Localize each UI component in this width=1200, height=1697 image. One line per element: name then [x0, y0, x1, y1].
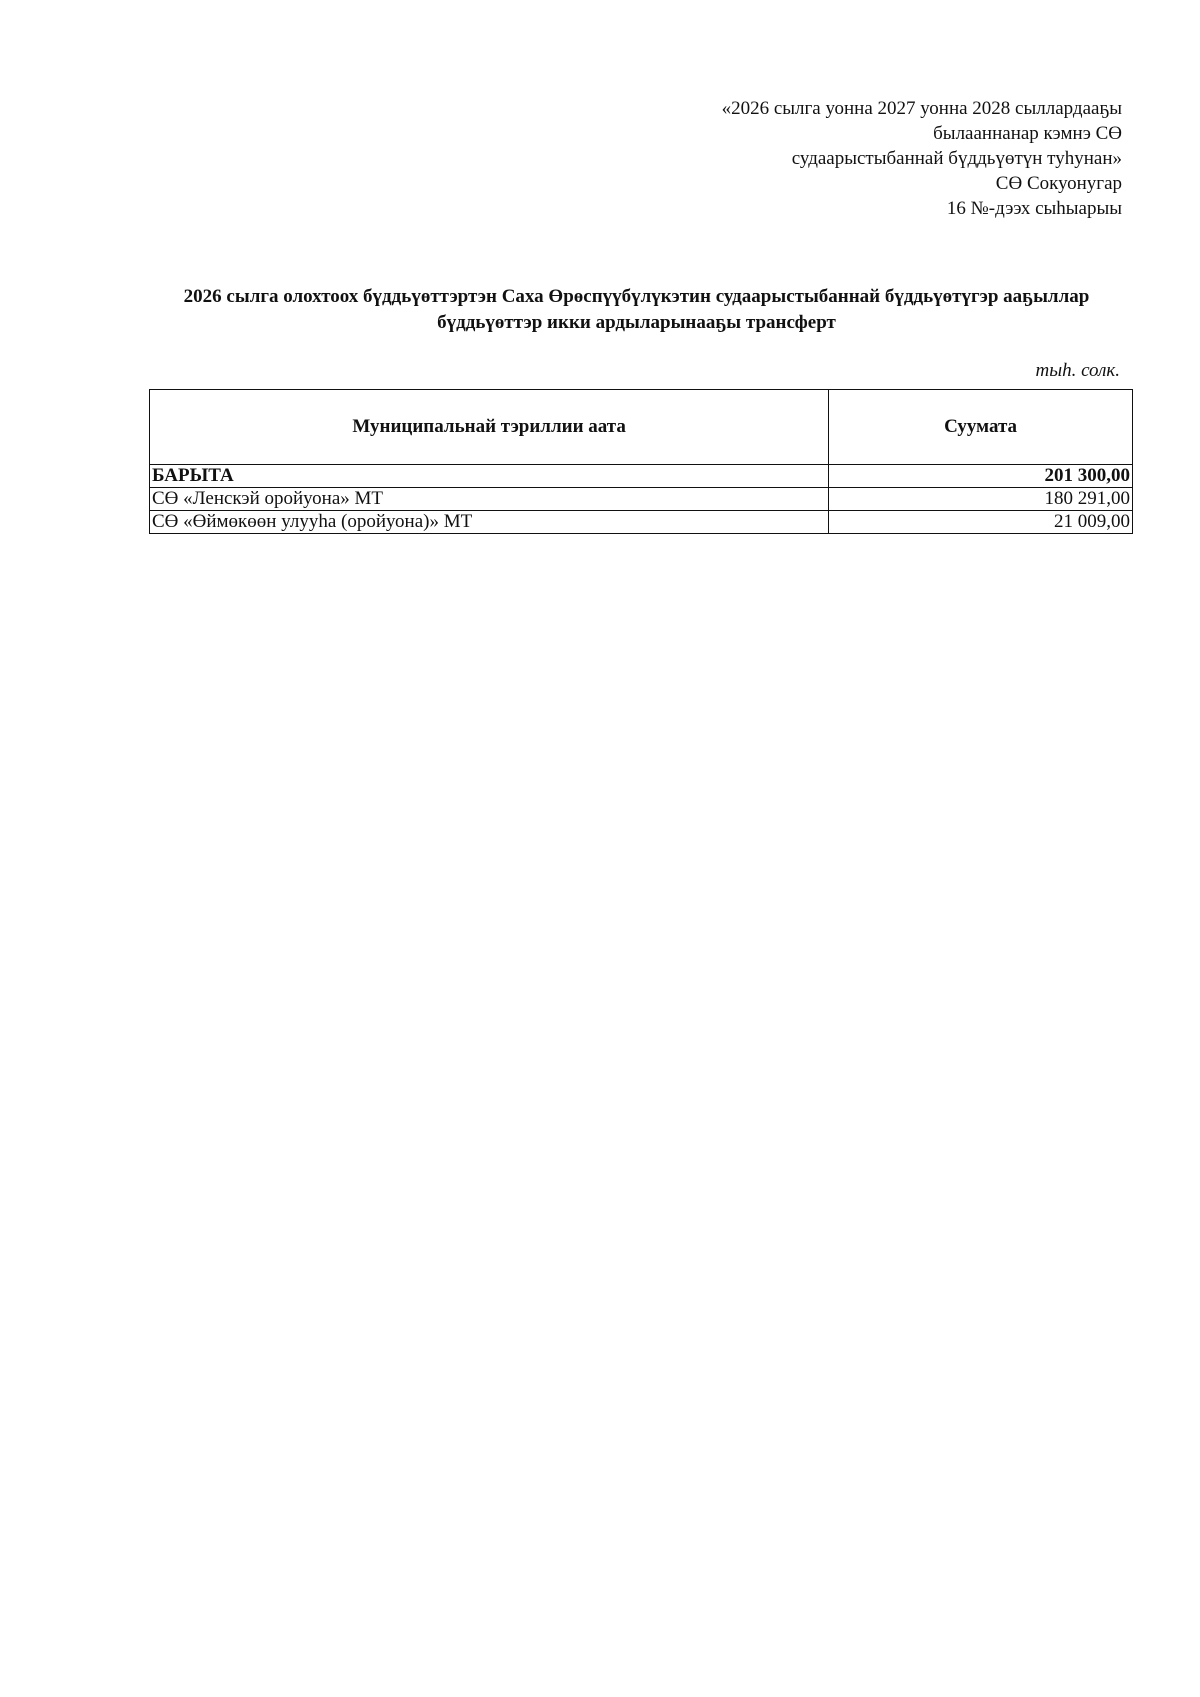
document-title	[140, 284, 1133, 336]
municipality-name: СӨ «Өймөкөөн улууһа (оройуона)» МТ	[150, 511, 829, 534]
header-line: судаарыстыбаннай бүддьүөтүн туһунан»	[791, 148, 1122, 169]
document-title-line-2: бүддьүөттэр икки ардыларынааҕы трансферт	[437, 312, 836, 333]
column-header-name: Муниципальнай тэриллии аата	[150, 390, 829, 465]
header-reference-block	[522, 96, 1122, 221]
transfer-table	[149, 389, 1133, 534]
table-header-row	[150, 390, 1133, 465]
header-line: СӨ Сокуонугар	[995, 173, 1122, 194]
table-row	[150, 488, 1133, 511]
column-header-sum: Суумата	[829, 390, 1133, 465]
total-amount: 201 300,00	[829, 465, 1133, 488]
municipality-name: СӨ «Ленскэй оройуона» МТ	[150, 488, 829, 511]
units-label: тыһ. солк.	[1035, 360, 1120, 381]
header-line: былааннанар кэмнэ СӨ	[933, 123, 1122, 144]
header-line: 16 №-дээх сыһыарыы	[946, 198, 1122, 219]
document-title-line-1: 2026 сылга олохтоох бүддьүөттэртэн Саха Өрөспүүбүлүкэтин судаарыстыбаннай бүддьүөтүгэр ааҕыллар	[183, 286, 1090, 307]
table-row	[150, 511, 1133, 534]
municipality-amount: 180 291,00	[829, 488, 1133, 511]
total-row	[150, 465, 1133, 488]
municipality-amount: 21 009,00	[829, 511, 1133, 534]
header-line: «2026 сылга уонна 2027 уонна 2028 сыллардааҕы	[721, 98, 1122, 119]
total-label: БАРЫТА	[150, 465, 829, 488]
